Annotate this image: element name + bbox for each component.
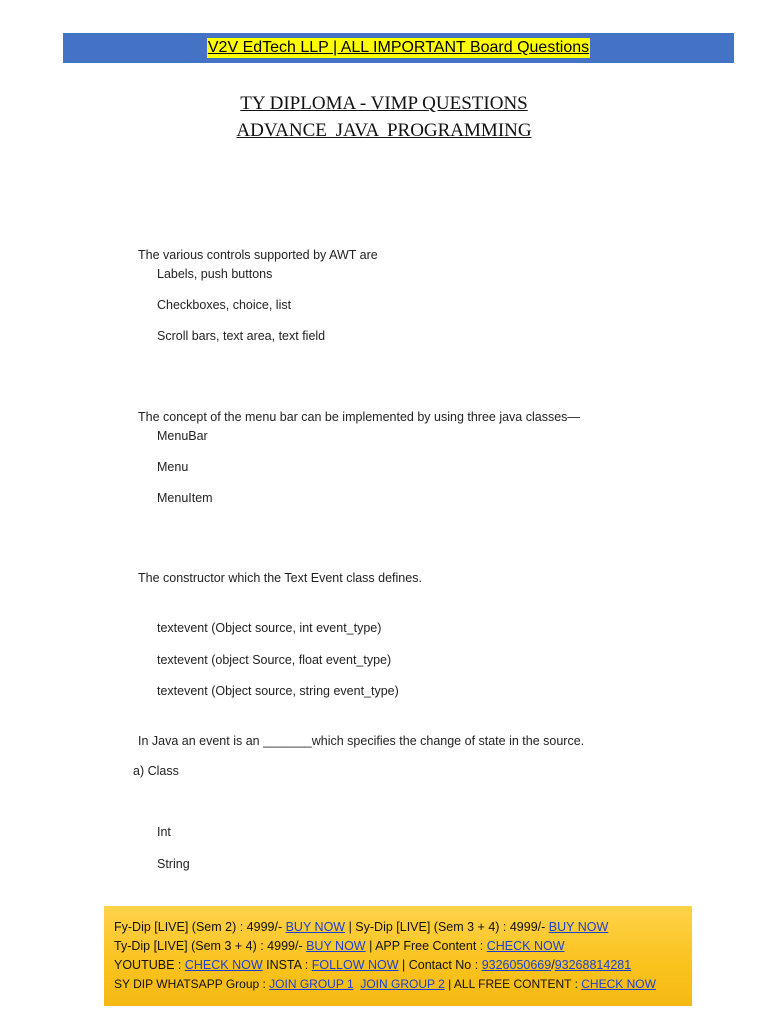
insta-link[interactable]: FOLLOW NOW — [311, 958, 399, 972]
question-2-option-2: Menu — [157, 460, 189, 474]
youtube-label: YOUTUBE : — [114, 958, 185, 972]
fy-dip-buy-link[interactable]: BUY NOW — [285, 920, 346, 934]
question-1-option-2: Checkboxes, choice, list — [157, 298, 292, 312]
all-free-content-link[interactable]: CHECK NOW — [581, 977, 656, 991]
question-1-option-1: Labels, push buttons — [157, 267, 273, 281]
question-1-option-3: Scroll bars, text area, text field — [157, 329, 326, 343]
doc-title-line2: ADVANCE JAVA PROGRAMMING — [236, 120, 532, 141]
ty-dip-price: Ty-Dip [LIVE] (Sem 3 + 4) : 4999/- — [114, 939, 307, 953]
banner-text: V2V EdTech LLP | ALL IMPORTANT Board Questions — [207, 39, 590, 56]
sy-dip-price: | Sy-Dip [LIVE] (Sem 3 + 4) : 4999/- — [345, 920, 549, 934]
phone-link-1[interactable]: 9326050669 — [481, 958, 552, 972]
footer-row-1 — [114, 918, 682, 937]
ty-dip-buy-link[interactable]: BUY NOW — [306, 939, 366, 953]
footer-row-2 — [114, 937, 682, 956]
question-4-option-2: Int — [157, 825, 171, 839]
insta-label: INSTA : — [262, 958, 312, 972]
question-1: The various controls supported by AWT are — [138, 248, 378, 262]
question-3-option-2: textevent (object Source, float event_type) — [157, 653, 392, 667]
promo-footer — [104, 906, 692, 1006]
question-3: The constructor which the Text Event class defines. — [138, 571, 422, 585]
question-2-option-3: MenuItem — [157, 491, 213, 505]
question-4-option-a: a) Class — [133, 764, 179, 778]
question-3-option-1: textevent (Object source, int event_type) — [157, 621, 382, 635]
question-3-option-3: textevent (Object source, string event_type) — [157, 684, 399, 698]
contact-label: | Contact No : — [398, 958, 482, 972]
fy-dip-price: Fy-Dip [LIVE] (Sem 2) : 4999/- — [114, 920, 286, 934]
doc-title-line1: TY DIPLOMA - VIMP QUESTIONS — [240, 93, 528, 114]
footer-row-3 — [114, 956, 682, 975]
question-4: In Java an event is an _______which specifies the change of state in the source. — [138, 734, 585, 748]
header-banner — [63, 33, 734, 63]
phone-link-2[interactable]: 93268814281 — [554, 958, 632, 972]
app-free-content-label: | APP Free Content : — [365, 939, 487, 953]
phone-separator: / — [551, 958, 555, 972]
question-4-option-3: String — [157, 857, 190, 871]
join-group-1-link[interactable]: JOIN GROUP 1 — [269, 977, 354, 991]
whatsapp-label: SY DIP WHATSAPP Group : — [114, 977, 270, 991]
join-group-2-link[interactable]: JOIN GROUP 2 — [360, 977, 445, 991]
question-2: The concept of the menu bar can be implemented by using three java classes— — [138, 410, 580, 424]
footer-row-4 — [114, 975, 682, 993]
sy-dip-buy-link[interactable]: BUY NOW — [548, 920, 609, 934]
all-free-content-label: | ALL FREE CONTENT : — [444, 977, 582, 991]
question-2-option-1: MenuBar — [157, 429, 208, 443]
youtube-link[interactable]: CHECK NOW — [184, 958, 263, 972]
app-check-link[interactable]: CHECK NOW — [486, 939, 565, 953]
